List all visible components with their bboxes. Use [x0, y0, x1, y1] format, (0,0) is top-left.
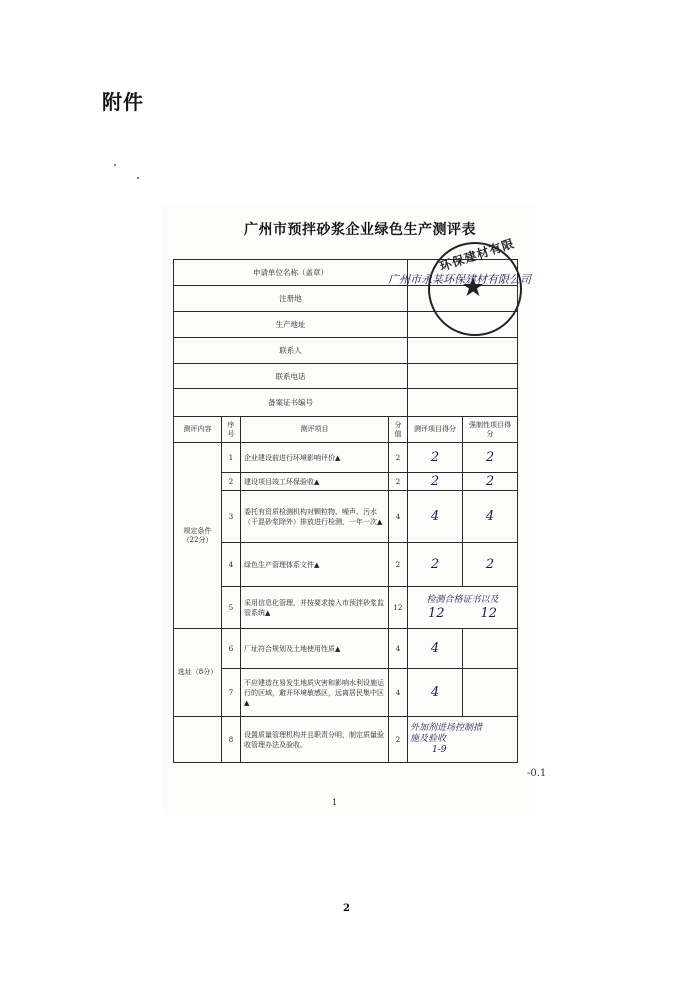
row-score: 2	[389, 717, 408, 763]
info-label: 联系电话	[174, 364, 408, 389]
info-row	[174, 338, 518, 364]
row-scores	[410, 606, 515, 621]
info-label: 申请单位名称（盖章）	[174, 260, 408, 286]
row-eval-handwritten: 外加剂进场控制措施及验收	[410, 723, 483, 744]
header-item: 测评项目	[241, 417, 389, 443]
row-score: 2	[389, 443, 408, 473]
row-mandatory-handwritten: 4	[463, 491, 518, 543]
row-no: 8	[222, 717, 241, 763]
section-label-empty	[174, 717, 222, 763]
row-score: 12	[389, 587, 408, 629]
row-score: 2	[389, 543, 408, 587]
header-category: 测评内容	[174, 417, 222, 443]
section-label: 选址（8分）	[174, 629, 222, 717]
info-value	[408, 389, 518, 417]
row-item: 绿色生产管理体系文件▲	[241, 543, 389, 587]
row-item: 厂址符合规划及土地使用性质▲	[241, 629, 389, 669]
row-mandatory-handwritten	[463, 629, 518, 669]
document-title: 广州市预拌砂浆企业绿色生产测评表	[244, 222, 476, 238]
attachment-heading: 附件	[102, 90, 144, 114]
row-no: 2	[222, 473, 241, 491]
seal-text: 环保建材有限	[437, 236, 517, 274]
row-score: 4	[389, 629, 408, 669]
row-item: 企业建设前进行环境影响评价▲	[241, 443, 389, 473]
row-no: 1	[222, 443, 241, 473]
row-eval-handwritten: 12	[427, 605, 445, 621]
row-eval-handwritten: 2	[408, 473, 463, 491]
row-score: 4	[389, 669, 408, 717]
row-no: 4	[222, 543, 241, 587]
info-value	[408, 338, 518, 364]
row-note-handwritten: 检测合格证书以及	[426, 594, 499, 605]
margin-note-handwritten: -0.1	[527, 768, 547, 779]
row-eval-cell	[408, 587, 518, 629]
section-label: 规定条件（22分）	[174, 443, 222, 629]
header-mandatory: 强制性项目得分	[463, 417, 518, 443]
row-mandatory-handwritten: 2	[463, 473, 518, 491]
row-no: 7	[222, 669, 241, 717]
row-mandatory-handwritten: 12	[480, 605, 498, 621]
info-label: 备案证书编号	[174, 389, 408, 417]
row-eval-handwritten: 2	[408, 543, 463, 587]
row-item: 采用信息化管理，并按要求接入市预拌砂浆监管系统▲	[241, 587, 389, 629]
row-item: 委托有资质检测机构对颗粒物、噪声、污水（干混砂浆除外）排放进行检测，一年一次▲	[241, 491, 389, 543]
row-score: 2	[389, 473, 408, 491]
info-value	[408, 364, 518, 389]
info-row	[174, 364, 518, 389]
table-header-row	[174, 417, 518, 443]
page-number: 2	[343, 903, 350, 914]
row-item: 设置质量管理机构并且职责分明，制定质量验收管理办法及验收。	[241, 717, 389, 763]
table-row	[174, 669, 518, 717]
inner-page-number: 1	[332, 798, 338, 807]
info-label: 联系人	[174, 338, 408, 364]
info-label: 生产地址	[174, 312, 408, 338]
row-mandatory-handwritten: 2	[463, 543, 518, 587]
table-row	[174, 543, 518, 587]
row-item: 建设项目竣工环保验收▲	[241, 473, 389, 491]
row-note-handwritten: 1-9	[432, 745, 447, 755]
row-mandatory-handwritten	[463, 669, 518, 717]
table-row	[174, 587, 518, 629]
scan-speck	[137, 177, 139, 179]
row-no: 6	[222, 629, 241, 669]
table-row	[174, 491, 518, 543]
info-row	[174, 389, 518, 417]
row-item: 不应建造在易发生地质灾害和影响水利设施运行的区域，避开环境敏感区，远离居民集中区▲	[241, 669, 389, 717]
row-score: 4	[389, 491, 408, 543]
header-eval: 测评项目得分	[408, 417, 463, 443]
header-no: 序号	[222, 417, 241, 443]
row-eval-handwritten: 4	[408, 491, 463, 543]
table-row	[174, 717, 518, 763]
row-eval-handwritten: 4	[408, 669, 463, 717]
row-mandatory-handwritten: 2	[463, 443, 518, 473]
row-no: 5	[222, 587, 241, 629]
table-row	[174, 443, 518, 473]
table-row	[174, 629, 518, 669]
applicant-name-handwritten: 广州市永某环保建材有限公司	[388, 273, 531, 286]
row-eval-handwritten: 2	[408, 443, 463, 473]
header-score: 分值	[389, 417, 408, 443]
info-label: 注册地	[174, 286, 408, 312]
table-row	[174, 473, 518, 491]
scan-speck	[114, 164, 116, 166]
row-eval-handwritten: 4	[408, 629, 463, 669]
row-no: 3	[222, 491, 241, 543]
row-eval-cell	[408, 717, 518, 763]
